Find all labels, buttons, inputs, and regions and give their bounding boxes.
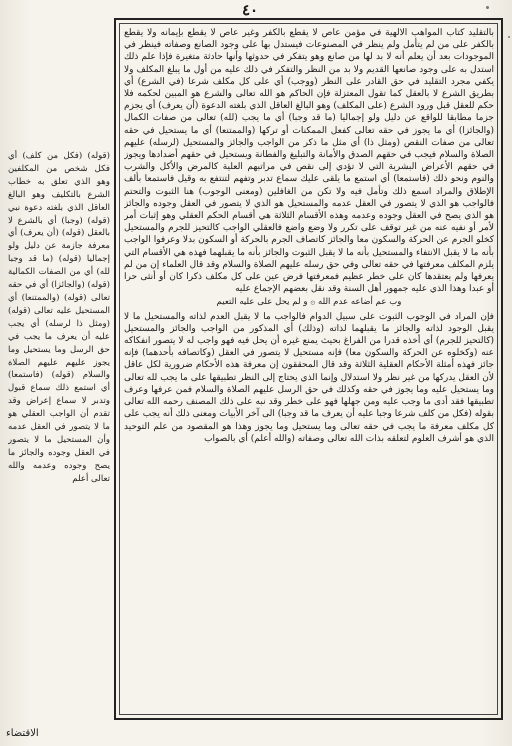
verse-line: وب عم أضاعه عدم الله ۞ و لم يحل على عليه التعيم (216, 297, 402, 308)
main-text-block (124, 27, 494, 711)
scan-speck (508, 36, 510, 38)
page-number: ٤٠ (241, 1, 259, 19)
scan-speck (486, 6, 489, 9)
main-paragraph: فإن المراد في الوجوب الثبوت على سبيل الدوام فالواجب ما لا يقبل العدم لذاته والمستحيل ما لا يقبل الوجود لذاته والجائز ما يقبلهما لذاته (وذلك) أي المذكور من الواجب والجائز والمستحيل (كالتحيز للجرم) أي أخذه قدرا من الفراغ بحيث يمنع غيره أن يحل فيه فهو واجب له لا يتصور انفكاكه عنه (وكخلوه عن الحركة والسكون معا) فإنه مستحيل لا يتصور في العقل (وكاتصافه بأحدهما) فإنه جائز فهذه أمثلة الأحكام العقلية الثلاثة وقد قال المحققون إن معرفة هذه الأحكام ضرورية لكل عاقل لأن العقل يدركها من غير نظر ولا استدلال وإنما الذي يحتاج إلى النظر تطبيقها على ما يجب لله تعالى وما يستحيل عليه وما يجوز في حقه وكذلك في حق الرسل عليهم الصلاة والسلام فمن عرفها وعرف تطبيقها فقد أدى ما وجب عليه ومن جهلها فهو على خطر وقد نبه على ذلك المصنف رحمه الله تعالى بقوله (فكل من كلف شرعا وجبا عليه أن يعرف ما قد وجبا) الى آخر الأبيات ومعنى ذلك أنه يجب على كل مكلف معرفة ما يجب في حقه تعالى وما يستحيل وما يجوز وهذا هو المقصود من علم التوحيد الذي هو أشرف العلوم لتعلقه بذات الله تعالى وصفاته (والله أعلم) أي بالصواب (124, 311, 494, 444)
catchword: الاقتضاء (6, 728, 39, 739)
margin-note-text: (قوله) (فكل من كلف) أي فكل شخص من المكلفين وهو الذي تعلق به خطاب الشرع بالتكليف وهو البالغ العاقل الذي بلغته دعوة نبي (قوله) (وجبا) أي بالشرع لا بالعقل (قوله) (أن يعرف) أي معرفة جازمة عن دليل ولو إجماليا (قوله) (ما قد وجبا لله) أي من الصفات الكمالية (قوله) (والجائزا) أي في حقه تعالى (قوله) (والممتنعا) أي المستحيل عليه تعالى (قوله) (ومثل ذا لرسله) أي يجب عليه أن يعرف ما يجب في حق الرسل وما يستحيل وما يجوز عليهم عليهم الصلاة والسلام (قوله) (فاستمعا) أي استمع ذلك سماع قبول وتدبر لا سماع إعراض وقد تقدم أن الواجب العقلي هو ما لا يتصور في العقل عدمه وأن المستحيل ما لا يتصور في العقل وجوده والجائز ما يصح وجوده وعدمه والله تعالى أعلم (8, 151, 110, 484)
main-paragraph: بالتقليد كتاب المواهب الالهية في مؤمن عاص لا يقطع بالكفر وغير عاص لا يقطع بإيمانه ولا يقطع بالكفر على من لم يتأمل ولم ينظر في المصنوعات فيستدل بها على وجود الصانع وصفاته فينظر في الموجودات بعد أن يعلم أنه لا بد لها من صانع وهو يتفكر في حدوثها وأنها حادثة متغيرة فإذا علم ذلك استدل به على وجود صانعها القديم ولا بد من النظر والتفكر في ذلك عليه من أول ما يبلغ المكلف ولا يكفي مجرد التقليد في حق القادر على النظر (ووجب) أي على كل مكلف شرعا (في الشرع) أي بطريق الشرع لا بالعقل كما تقول المعتزلة فإن الحاكم هو الله تعالى والشرع هو المبين لحكمه فلا حكم للعقل قبل ورود الشرع (على المكلف) وهو البالغ العاقل الذي بلغته الدعوة (أن يعرف) أي يجزم جزما مطابقا للواقع عن دليل ولو إجماليا (ما قد وجبا) أي ما يجب (لله) تعالى من صفات الكمال (والجائزا) أي ما يجوز في حقه تعالى كفعل الممكنات أو تركها (والممتنعا) أي ما يستحيل في حقه تعالى من صفات النقص (ومثل ذا) أي مثل ما ذكر من الواجب والجائز والمستحيل (لرسله) عليهم الصلاة والسلام فيجب في حقهم الصدق والأمانة والتبليغ والفطانة ويستحيل في حقهم أضدادها ويجوز في حقهم الأعراض البشرية التي لا تؤدي إلى نقص في مراتبهم العلية كالمرض والأكل والشرب والنوم ونحو ذلك (فاستمعا) أي استمع ما يلقى عليك سماع تدبر وتفهم لتنتفع به وقيل فاستمعا بألف الإطلاق والمراد اسمع ذلك وتأمل فيه ولا تكن من الغافلين (ومعنى الوجوب) هنا الثبوت والتحتم فالواجب هو الذي لا يتصور في العقل عدمه والمستحيل هو الذي لا يتصور في العقل وجوده والجائز هو الذي يصح في العقل وجوده وعدمه وهذه الأقسام الثلاثة هي أقسام الحكم العقلي وهو إثبات أمر لأمر أو نفيه عنه من غير توقف على تكرر ولا وضع واضع فالعقلي الواجب كالتحيز للجرم والمستحيل كخلو الجرم عن الحركة والسكون معا والجائز كاتصاف الجرم بالحركة أو السكون بدلا وعرفوا الواجب بأنه ما لا يقبل الانتفاء والمستحيل بأنه ما لا يقبل الثبوت والجائز بأنه ما يقبلهما فهذه هي الأقسام التي يلزم المكلف معرفتها في حقه تعالى وفي حق رسله عليهم الصلاة والسلام وقد قال العلماء إن من لم يعرفها ولم يعتقدها كان على خطر عظيم فمعرفتها فرض عين على كل مكلف ذكرا كان أو أنثى حرا أو عبدا وهذا الذي عليه جمهور أهل السنة وقد نقل بعضهم الإجماع عليه (124, 28, 494, 295)
margin-commentary (8, 150, 110, 630)
